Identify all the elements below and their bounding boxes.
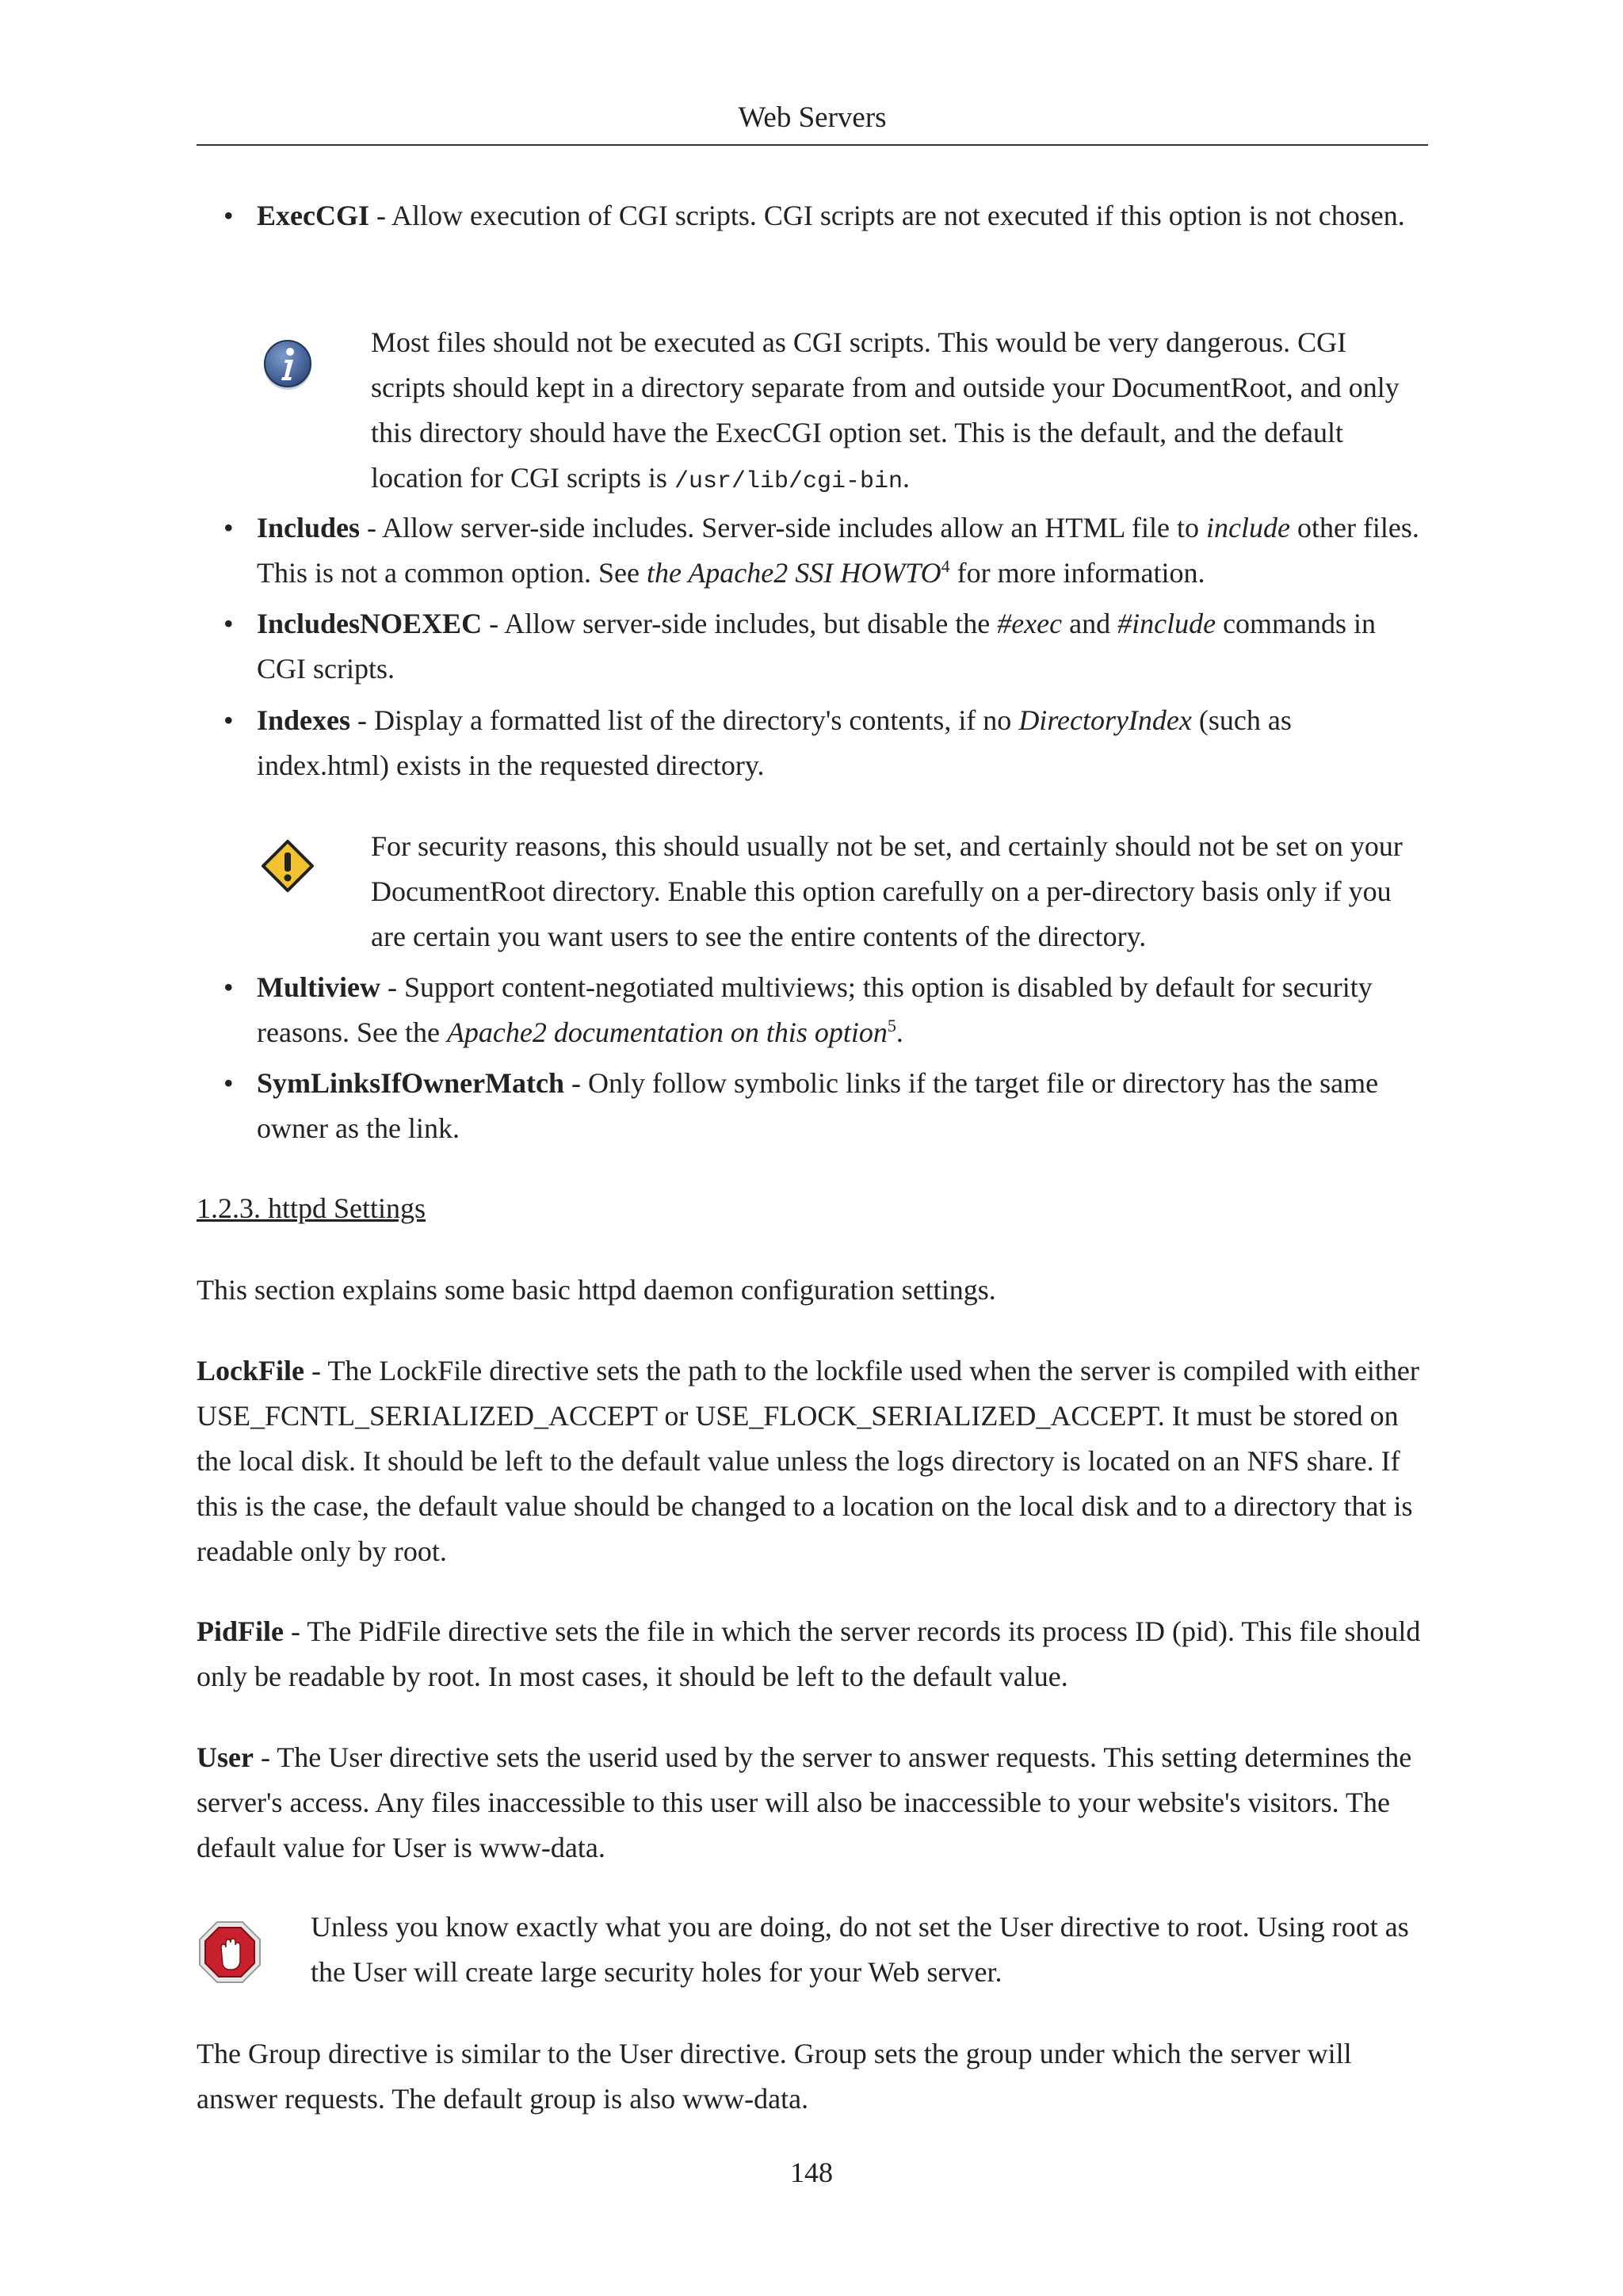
info-icon (262, 336, 314, 405)
list-item-multiview: • Multiview - Support content-negotiated multiviews; this option is disabled by default for security reasons. See the Apache2 documentation on this option$^5$. (197, 965, 1428, 1055)
paragraph-user: User - The User directive sets the userid used by the server to answer requests. This setting determines the server's access. Any files inaccessible to this user will also be inaccessible to your website's visitors. The default value for User is www-data. (197, 1741, 1412, 1863)
bullet-dot: • (223, 512, 234, 543)
bullet-dot: • (223, 1067, 234, 1099)
term-multiview: Multiview (257, 971, 380, 1003)
term-lockfile: LockFile (197, 1355, 304, 1386)
paragraph-lockfile: LockFile - The LockFile directive sets the path to the lockfile used when the server is compiled with either USE_FCNTL_SERIALIZED_ACCEPT or USE_FLOCK_SERIALIZED_ACCEPT. It must be stored on the local disk. It should be left to the default value unless the logs directory is located on an NFS share. If this is the case, the default value should be changed to a location on the local disk and to a directory that is readable only by root. (197, 1355, 1419, 1567)
section-heading-link[interactable]: 1.2.3. httpd Settings (197, 1192, 426, 1224)
term-indexes: Indexes (257, 704, 351, 736)
term-includesnoexec: IncludesNOEXEC (257, 608, 483, 639)
footnote-4: 4 (941, 556, 950, 576)
list-item-symlinks: • SymLinksIfOwnerMatch - Only follow symbolic links if the target file or directory has the same owner as the link. (197, 1061, 1428, 1151)
note-indexes-warning: For security reasons, this should usually not be set, and certainly should not be set on your DocumentRoot directory. Enable this option carefully on a per-directory basis only if you are certain you want users to see the entire contents of the directory. (371, 830, 1403, 952)
term-execcgi: ExecCGI (257, 200, 369, 231)
header-title: Web Servers (738, 101, 887, 134)
bullet-dot: • (223, 971, 234, 1003)
bullet-dot: • (223, 608, 234, 639)
list-item-includes: • Includes - Allow server-side includes. Server-side includes allow an HTML file to include other files. This is not a common option. See the Apache2 SSI HOWTO$^4$ for more information. (197, 505, 1428, 596)
footnote-5: 5 (887, 1016, 896, 1035)
paragraph-group: The Group directive is similar to the User directive. Group sets the group under which the server will answer requests. The default group is also www-data. (197, 2038, 1352, 2115)
stop-hand-icon (197, 1919, 263, 1999)
page-header (197, 95, 1428, 146)
section-intro: This section explains some basic httpd daemon configuration settings. (197, 1274, 996, 1306)
list-item-indexes: • Indexes - Display a formatted list of the directory's contents, if no DirectoryIndex (such as index.html) exists in the requested directory. (197, 698, 1428, 788)
page-number: 148 (790, 2157, 833, 2188)
link-apache2-docs[interactable]: Apache2 documentation on this option (446, 1016, 888, 1048)
bullet-dot: • (223, 200, 234, 231)
term-includes: Includes (257, 512, 361, 543)
term-pidfile: PidFile (197, 1615, 284, 1647)
term-symlinks: SymLinksIfOwnerMatch (257, 1067, 565, 1099)
term-user: User (197, 1741, 254, 1773)
bullet-dot: • (223, 704, 234, 736)
link-ssi-howto[interactable]: the Apache2 SSI HOWTO (646, 557, 941, 589)
note-user-stop: Unless you know exactly what you are doing, do not set the User directive to root. Using root as the User will create large security holes for your Web server. (311, 1911, 1409, 1988)
paragraph-pidfile: PidFile - The PidFile directive sets the file in which the server records its process ID (pid). This file should only be readable by root. In most cases, it should be left to the default value. (197, 1615, 1421, 1692)
cgi-bin-path: /usr/lib/cgi-bin (674, 468, 903, 495)
note-cgi-info: Most files should not be executed as CGI scripts. This would be very dangerous. CGI scripts should kept in a directory separate from and outside your DocumentRoot, and only this directory should have the ExecCGI option set. This is the default, and the default location for CGI scripts is /usr/lib/cgi-bin. (371, 326, 1400, 495)
warning-icon (260, 838, 315, 907)
list-item-includesnoexec: • IncludesNOEXEC - Allow server-side includes, but disable the #exec and #include commands in CGI scripts. (197, 601, 1428, 692)
list-item-execcgi: • ExecCGI - Allow execution of CGI scripts. CGI scripts are not executed if this option is not chosen. (197, 193, 1428, 238)
section-heading (197, 1186, 1428, 1231)
